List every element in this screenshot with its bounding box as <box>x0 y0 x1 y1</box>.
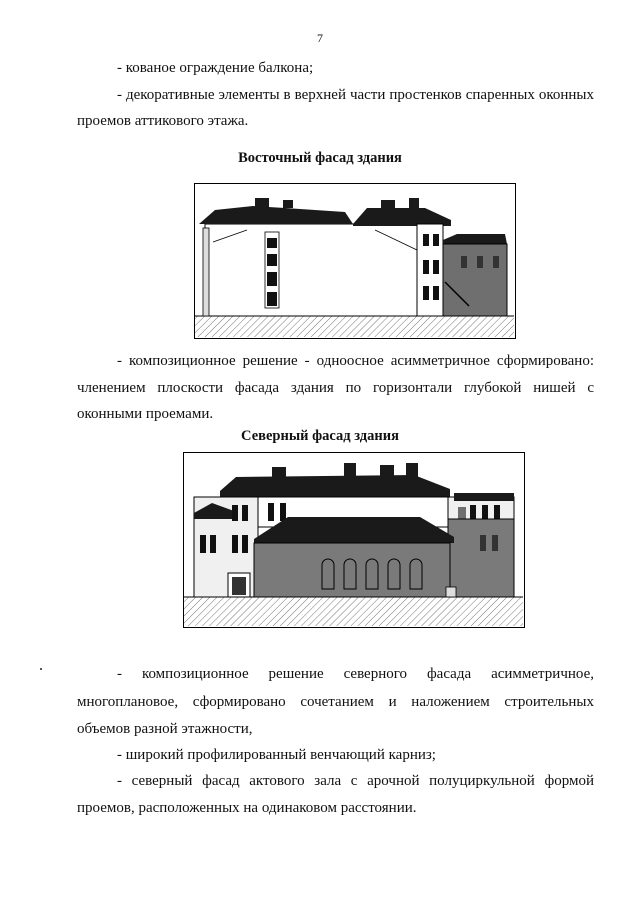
north-facade-heading: Северный фасад здания <box>241 428 399 444</box>
list-item-assembly-hall: - северный фасад актового зала с арочной полуциркульной формой <box>117 773 594 789</box>
north-description-line2: многоплановое, сформировано сочетанием и наложением строительных <box>77 694 594 710</box>
east-facade-heading: Восточный фасад здания <box>238 150 402 166</box>
list-item-balcony: - кованое ограждение балкона; <box>117 60 314 76</box>
list-item-decorative-cont: проемов аттикового этажа. <box>77 113 249 129</box>
north-description-line3: объемов разной этажности, <box>77 721 253 737</box>
list-item-decorative: - декоративные элементы в верхней части простенков спаренных оконных <box>117 87 594 103</box>
north-description-line1: - композиционное решение северного фасада асимметричное, <box>117 666 594 682</box>
page-number: 7 <box>317 31 323 45</box>
scan-artifact <box>40 668 42 670</box>
east-facade-drawing <box>194 183 516 339</box>
east-description-line2: членением плоскости фасада здания по горизонтали глубокой нишей с <box>77 380 594 396</box>
list-item-cornice: - широкий профилированный венчающий карниз; <box>117 747 436 763</box>
east-description-line1: - композиционное решение - одноосное асимметричное сформировано: <box>117 353 594 369</box>
north-facade-drawing <box>183 452 525 628</box>
east-description-line3: оконными проемами. <box>77 406 214 422</box>
list-item-assembly-hall-cont: проемов, расположенных на одинаковом расстоянии. <box>77 800 417 816</box>
